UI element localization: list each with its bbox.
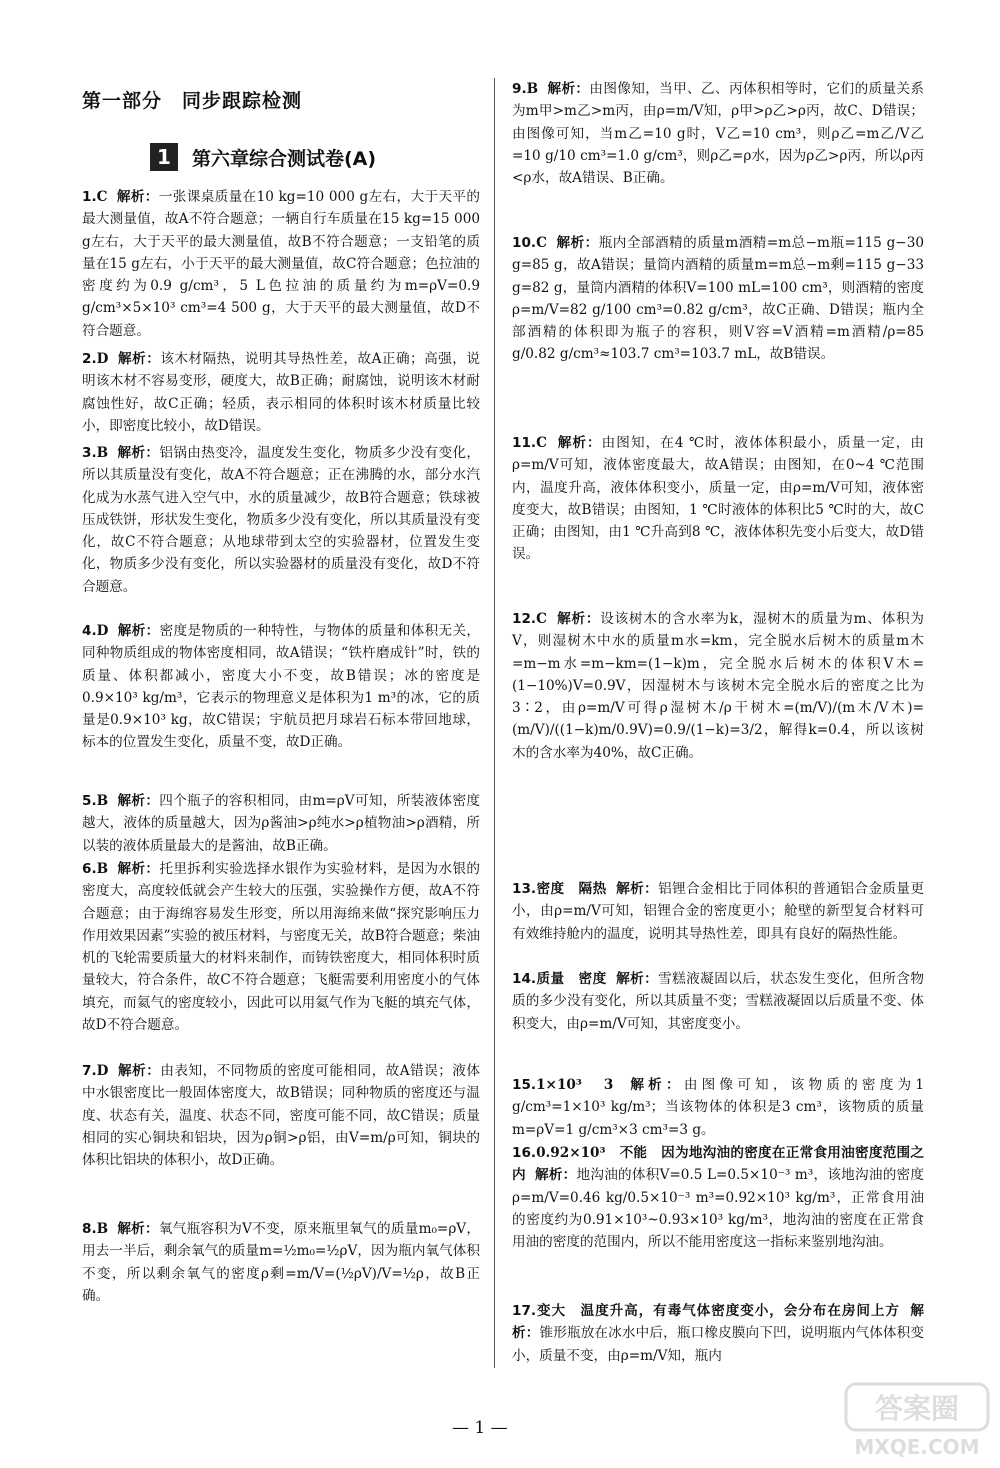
item-label: 解析： bbox=[118, 1063, 161, 1079]
item-text: 由图像可知，该物质的密度为1 g/cm³=1×10³ kg/m³；当该物体的体积是3 cm³，该物质的质量m=ρV=1 g/cm³×3 cm³=3 g。 bbox=[512, 1077, 924, 1138]
item-text: 雪糕液凝固以后，状态发生变化，但所含物质的多少没有变化，所以其质量不变；雪糕液凝固以后质量不变、体积变大，由ρ=m/V可知，其密度变小。 bbox=[512, 971, 925, 1032]
answer-item bbox=[82, 186, 480, 342]
item-answer: 1×10³ 3 bbox=[536, 1077, 614, 1093]
answer-item bbox=[512, 968, 924, 1035]
item-number: 7. bbox=[82, 1063, 97, 1079]
item-answer: B bbox=[96, 445, 109, 461]
item-text: 氧气瓶容积为V不变，原来瓶里氧气的质量m₀=ρV，用去一半后，剩余氧气的质量m=½m₀=½ρV，因为瓶内氧气体积不变，所以剩余氧气的密度ρ剩=m/V=(½ρV)/V=½ρ，故B正确。 bbox=[82, 1221, 480, 1304]
item-number: 8. bbox=[82, 1221, 97, 1237]
watermark-logo bbox=[842, 1378, 992, 1460]
item-answer: C bbox=[96, 189, 108, 205]
item-text: 瓶内全部酒精的质量m酒精=m总−m瓶=115 g−30 g=85 g，故A错误；量筒内酒精的质量m=m总−m剩=115 g−33 g=82 g，量筒内酒精的体积V=100 mL=100 cm³，则酒精的密度ρ=m/V=82 g/100 cm³=0.82 g/cm³，故C正确、D错误；瓶内全部酒精的体积即为瓶子的容积，则V容=V酒精=m酒精/ρ=85 g/0.82 g/cm³≈103.7 cm³=103.7 mL，故B错误。 bbox=[512, 235, 924, 363]
item-number: 13. bbox=[512, 881, 537, 897]
answer-item bbox=[82, 442, 480, 598]
answer-item bbox=[512, 1074, 924, 1141]
answer-item bbox=[512, 1142, 924, 1253]
item-number: 11. bbox=[512, 435, 537, 451]
item-label: 解析： bbox=[117, 793, 160, 809]
item-answer: 变大 温度升高，有毒气体密度变小，会分布在房间上方 bbox=[536, 1303, 900, 1319]
answer-item bbox=[82, 1060, 480, 1171]
item-label: 解析： bbox=[556, 235, 599, 251]
item-label: 解析： bbox=[512, 1303, 924, 1342]
item-answer: B bbox=[96, 1221, 109, 1237]
item-label: 解析： bbox=[117, 1221, 159, 1237]
item-label: 解析： bbox=[117, 445, 160, 461]
item-number: 9. bbox=[512, 81, 527, 97]
item-answer: 0.92×10³ 不能 因为地沟油的密度在正常食用油密度范围之内 bbox=[512, 1145, 924, 1184]
item-answer: B bbox=[526, 81, 539, 97]
item-answer: B bbox=[96, 861, 109, 877]
item-answer: D bbox=[96, 623, 109, 639]
item-label: 解析： bbox=[616, 971, 659, 987]
item-text: 锥形瓶放在冰水中后，瓶口橡皮膜向下凹，说明瓶内气体体积变小，质量不变，由ρ=m/V知，瓶内 bbox=[512, 1325, 925, 1364]
svg-text:MXQE.COM: MXQE.COM bbox=[854, 1435, 980, 1459]
answer-item bbox=[82, 1218, 480, 1307]
item-number: 14. bbox=[512, 971, 537, 987]
item-label: 解析： bbox=[547, 81, 590, 97]
item-text: 由图像知，当甲、乙、丙体积相等时，它们的质量关系为m甲>m乙>m丙，由ρ=m/V知，ρ甲>ρ乙>ρ丙，故C、D错误；由图像可知，当m乙=10 g时，V乙=10 cm³，则ρ乙=m乙/V乙=10 g/10 cm³=1.0 g/cm³，则ρ乙=ρ水，因为ρ乙>ρ丙，所以ρ丙<ρ水，故A错误、B正确。 bbox=[512, 81, 924, 187]
svg-text:答案圈: 答案圈 bbox=[874, 1392, 960, 1425]
chapter-title: 第六章综合测试卷(A) bbox=[192, 147, 377, 170]
item-text: 设该树木的含水率为k，湿树木的质量为m、体积为V，则湿树木中水的质量m水=km，完全脱水后树木的质量m木=m−m水=m−km=(1−k)m，完全脱水后树木的体积V木=(1−10%)V=0.9V，因湿树木与该树木完全脱水后的密度之比为3∶2，由ρ=m/V可得ρ湿树木/ρ干树木=(m/V)/(m木/V木)=(m/V)/((1−k)m/0.9V)=0.9/(1−k)=3/2，解得k=0.4，所以该树木的含水率为40%，故C正确。 bbox=[512, 611, 924, 761]
item-text: 由表知，不同物质的密度可能相同，故A错误；液体中水银密度比一般固体密度大，故B错误；同种物质的密度还与温度、状态有关，温度、状态不同，密度可能不同，故C错误；质量相同的实心铜块和铝块，因为ρ铜>ρ铝，由V=m/ρ可知，铜块的体积比铝块的体积小，故D正确。 bbox=[82, 1063, 480, 1169]
answer-item bbox=[82, 790, 480, 857]
item-label: 解析： bbox=[557, 611, 601, 627]
answer-item bbox=[512, 1300, 924, 1367]
answer-item bbox=[82, 858, 480, 1036]
item-number: 15. bbox=[512, 1077, 537, 1093]
item-text: 密度是物质的一种特性，与物体的质量和体积无关，同种物质组成的物体密度相同，故A错误；“铁杵磨成针”时，铁的质量、体积都减小，密度大小不变，故B错误；冰的密度是0.9×10³ kg/m³，它表示的物理意义是体积为1 m³的冰，它的质量是0.9×10³ kg，故C错误；宇航员把月球岩石标本带回地球，标本的位置发生变化，质量不变，故D正确。 bbox=[82, 623, 481, 751]
item-answer: 密度 隔热 bbox=[536, 881, 607, 897]
item-label: 解析： bbox=[116, 189, 159, 205]
item-number: 10. bbox=[512, 235, 537, 251]
item-text: 铝锅由热变冷，温度发生变化，物质多少没有变化，所以其质量没有变化，故A不符合题意；正在沸腾的水，部分水汽化成为水蒸气进入空气中，水的质量减少，故B符合题意；铁球被压成铁饼，形状发生变化，物质多少没有变化，所以其质量没有变化，故C不符合题意；从地球带到太空的实验器材，位置发生变化，物质多少没有变化，所以实验器材的质量没有变化，故D不符合题意。 bbox=[82, 445, 480, 595]
answer-item bbox=[82, 620, 480, 754]
chapter-number-badge: 1 bbox=[150, 143, 178, 171]
item-text: 地沟油的体积V=0.5 L=0.5×10⁻³ m³，该地沟油的密度ρ=m/V=0.46 kg/0.5×10⁻³ m³=0.92×10³ kg/m³，正常食用油的密度约为0.91×10³~0.93×10³ kg/m³，地沟油的密度在正常食用油的密度的范围内，所以不能用密度这一指标来鉴别地沟油。 bbox=[512, 1167, 924, 1251]
part-title: 第一部分 同步跟踪检测 bbox=[82, 90, 303, 112]
answer-item bbox=[512, 878, 924, 945]
item-number: 3. bbox=[82, 445, 97, 461]
item-number: 12. bbox=[512, 611, 537, 627]
answer-item bbox=[82, 348, 480, 437]
chapter-heading bbox=[150, 143, 376, 171]
item-text: 该木材隔热，说明其导热性差，故A正确；高强，说明该木材不容易变形，硬度大，故B正确；耐腐蚀，说明该木材耐腐蚀性好，故C正确；轻质，表示相同的体积时该木材质量比较小，即密度比较小，故D错误。 bbox=[82, 351, 480, 434]
item-number: 5. bbox=[82, 793, 97, 809]
item-label: 解析： bbox=[117, 861, 160, 877]
item-answer: D bbox=[96, 1063, 109, 1079]
item-answer: 质量 密度 bbox=[536, 971, 607, 987]
answer-item bbox=[512, 78, 924, 189]
item-answer: D bbox=[96, 351, 109, 367]
column-divider bbox=[494, 78, 495, 1368]
answer-item bbox=[512, 232, 924, 366]
answer-item bbox=[512, 608, 924, 764]
item-label: 解析： bbox=[118, 351, 161, 367]
item-label: 解析： bbox=[630, 1077, 684, 1093]
item-answer: B bbox=[96, 793, 109, 809]
item-label: 解析： bbox=[616, 881, 659, 897]
item-text: 铝锂合金相比于同体积的普通铝合金质量更小，由ρ=m/V可知，铝锂合金的密度更小；舱壁的新型复合材料可有效维持舱内的温度，说明其导热性差，即具有良好的隔热性能。 bbox=[512, 881, 925, 942]
item-number: 6. bbox=[82, 861, 97, 877]
item-number: 16. bbox=[512, 1145, 537, 1161]
answer-item bbox=[512, 432, 924, 566]
item-text: 托里拆利实验选择水银作为实验材料，是因为水银的密度大，高度较低就会产生较大的压强，实验操作方便，故A不符合题意；由于海绵容易发生形变，所以用海绵来做“探究影响压力作用效果因素”实验的被压材料，与密度无关，故B符合题意；柴油机的飞轮需要质量大的材料来制作，而铸铁密度大，相同体积时质量较大，符合条件，故C不符合题意；飞艇需要利用密度小的气体填充，而氦气的密度较小，因此可以用氦气作为飞艇的填充气体，故D不符合题意。 bbox=[82, 861, 480, 1034]
page-number: — 1 — bbox=[452, 1418, 508, 1438]
item-answer: C bbox=[536, 611, 547, 627]
item-number: 1. bbox=[82, 189, 97, 205]
item-label: 解析： bbox=[117, 623, 160, 639]
item-text: 一张课桌质量在10 kg=10 000 g左右，大于天平的最大测量值，故A不符合题意；一辆自行车质量在15 kg=15 000 g左右，大于天平的最大测量值，故B不符合题意；一支铅笔的质量在15 g左右，小于天平的最大测量值，故C符合题意；色拉油的密度约为0.9 g/cm³，5 L色拉油的质量约为m=ρV=0.9 g/cm³×5×10³ cm³=4 500 g，大于天平的最大测量值，故D不符合题意。 bbox=[82, 189, 480, 339]
item-number: 4. bbox=[82, 623, 97, 639]
item-text: 由图知，在4 ℃时，液体体积最小，质量一定，由ρ=m/V可知，液体密度最大，故A错误；由图知，在0~4 ℃范围内，温度升高，液体体积变小，质量一定，由ρ=m/V可知，液体密度变大，故B错误；由图知，1 ℃时液体的体积比5 ℃时的大，故C正确；由图知，由1 ℃升高到8 ℃，液体体积先变小后变大，故D错误。 bbox=[512, 435, 924, 563]
item-label: 解析： bbox=[535, 1167, 577, 1184]
item-answer: C bbox=[536, 235, 547, 251]
item-answer: C bbox=[536, 435, 547, 451]
item-number: 2. bbox=[82, 351, 97, 367]
item-text: 四个瓶子的容积相同，由m=ρV可知，所装液体密度越大，液体的质量越大，因为ρ酱油>ρ纯水>ρ植物油>ρ酒精，所以装的液体质量最大的是酱油，故B正确。 bbox=[82, 793, 481, 854]
item-label: 解析： bbox=[557, 435, 602, 451]
item-number: 17. bbox=[512, 1303, 537, 1319]
